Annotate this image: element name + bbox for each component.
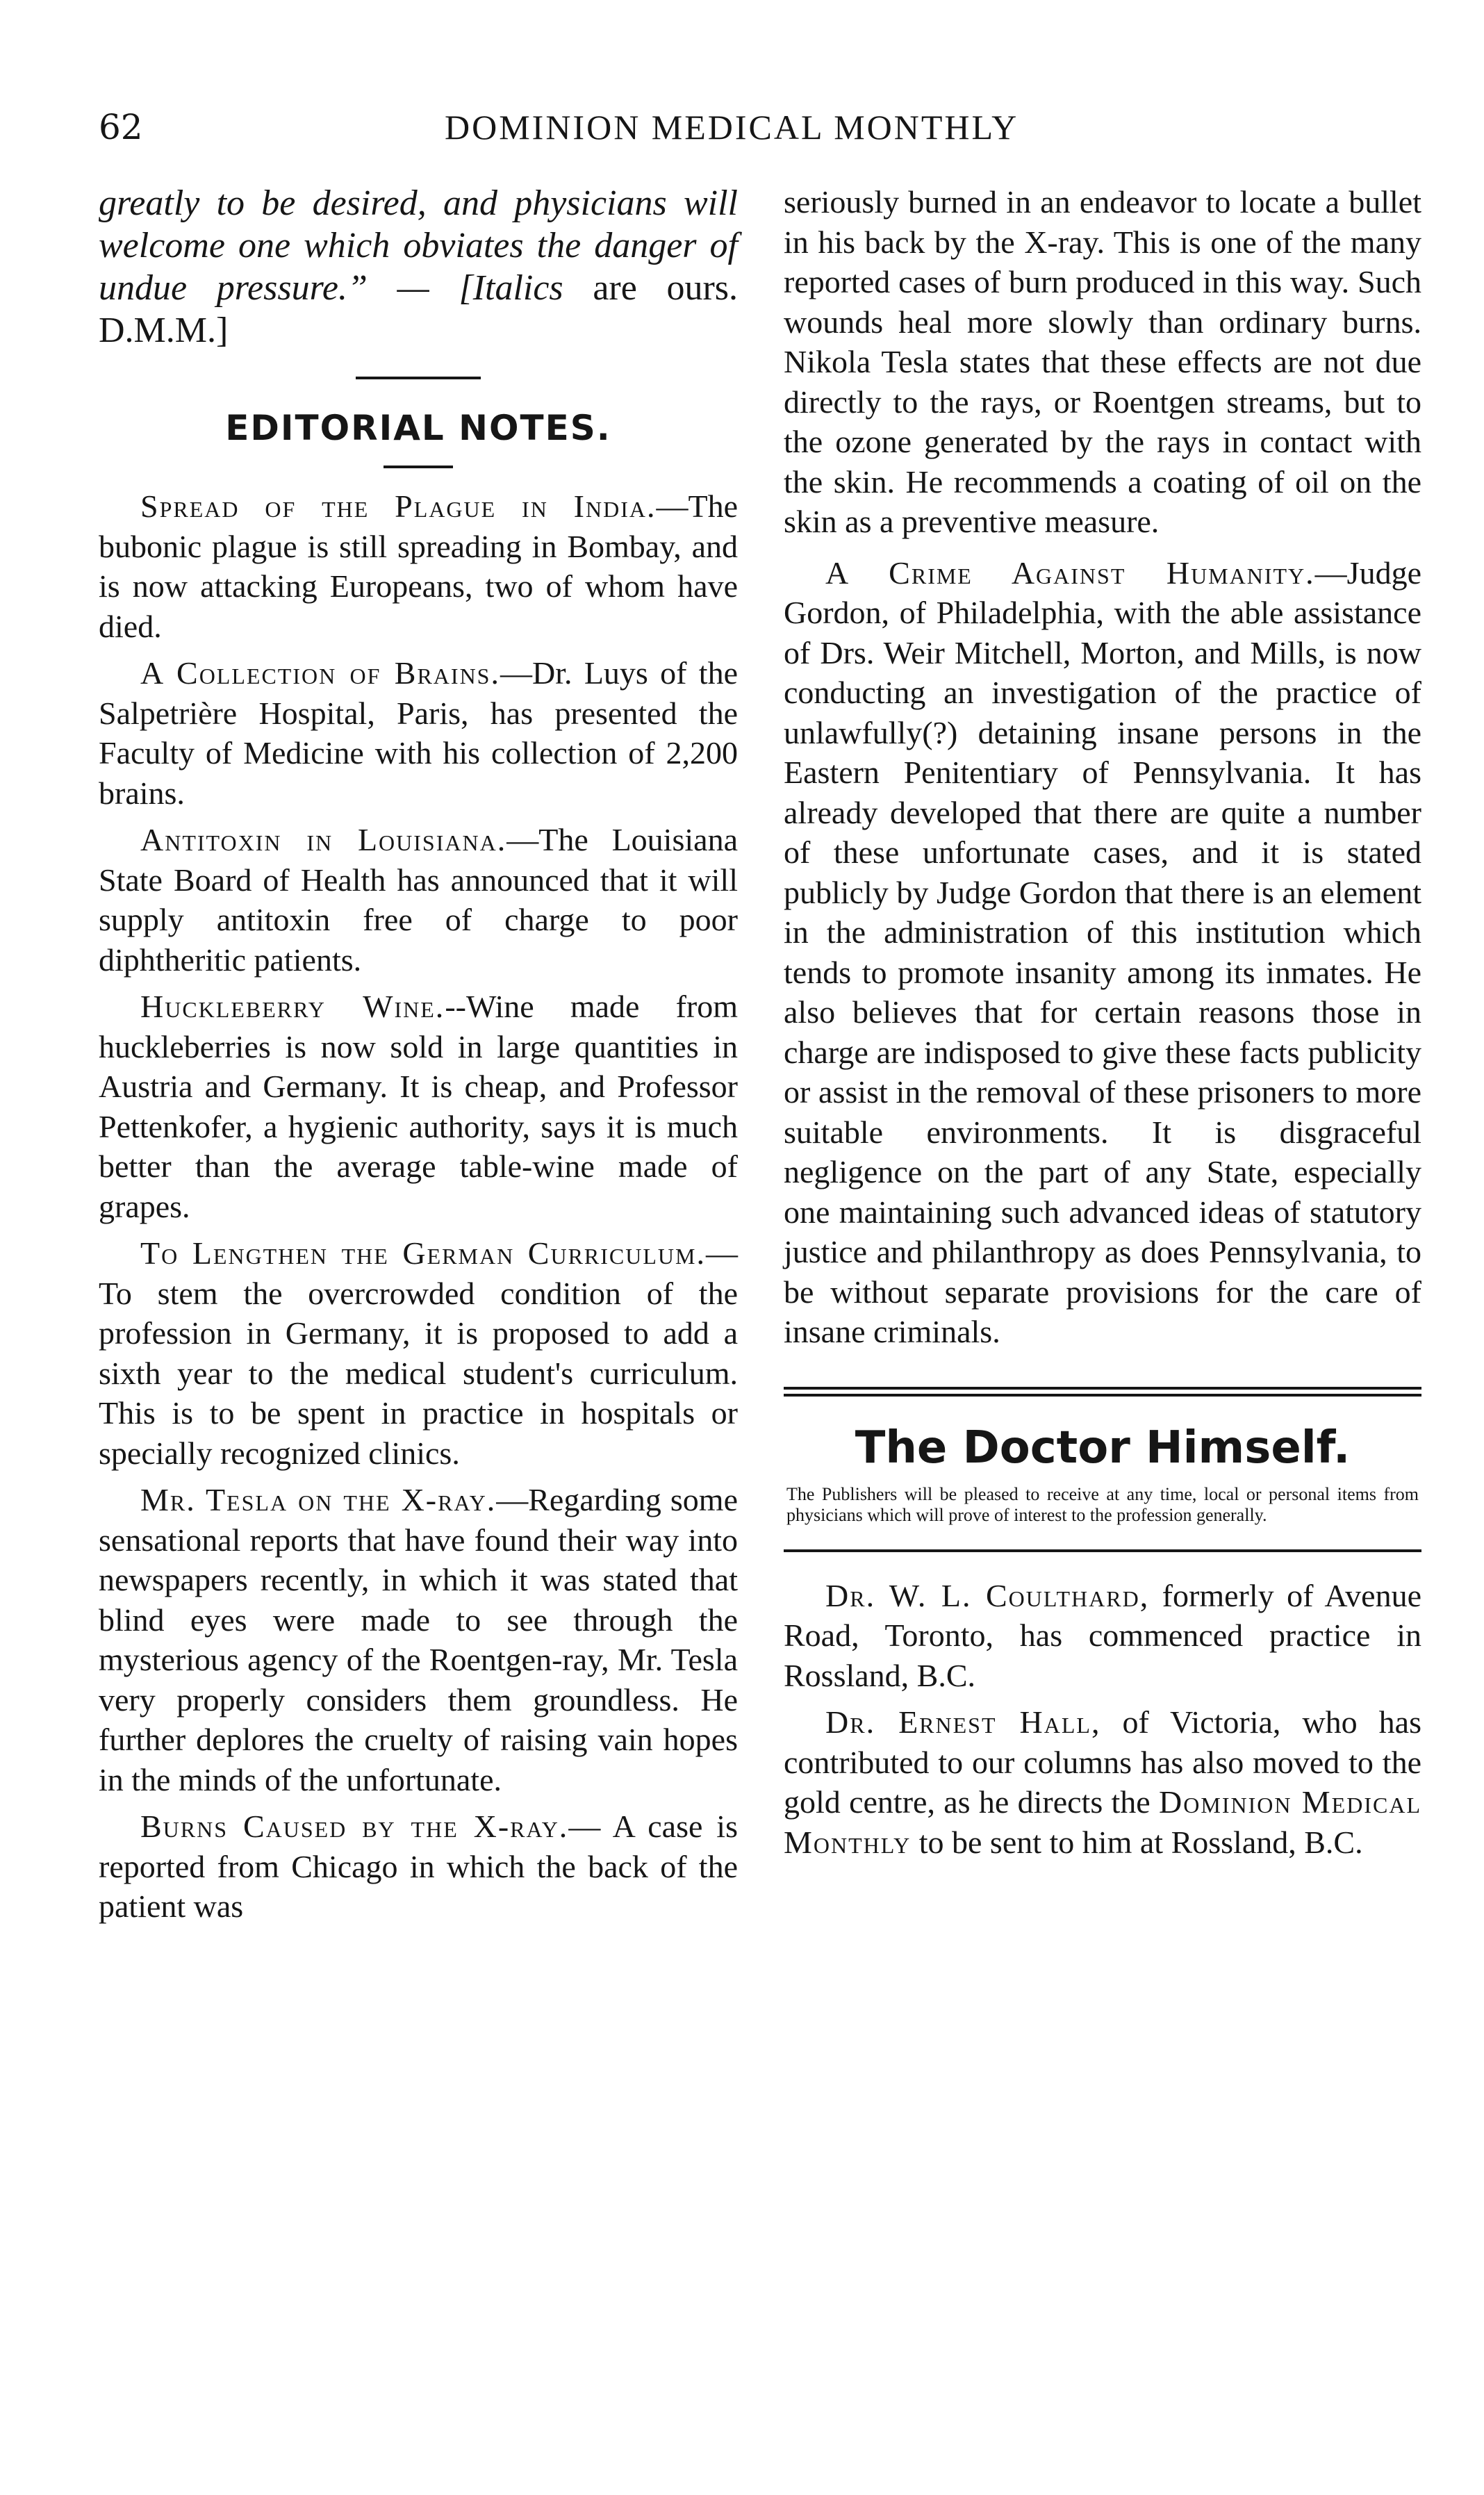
note-text: —Dr. Luys of the Salpetrière Hospital, Paris, has presented the Faculty of Medicine with his collection of 2,200 brains. (99, 655, 738, 811)
note-text: — A case is reported from Chicago in which the back of the patient was (99, 1809, 738, 1924)
doctor-text: of Victoria, who has contributed to our columns has also moved to the gold centre, as he directs the (784, 1704, 1421, 1820)
doctor-name: Dr. W. L. Coulthard, (825, 1577, 1150, 1613)
note-paragraph (99, 1480, 738, 1800)
note-text: —Regarding some sensational reports that have found their way into newspapers recently, in which it was stated that blind eyes were made to see through the mysterious agency of the Roentgen-ray, Mr. Tesla very properly considers them groundless. He further deplores the cruelty of raising vain hopes in the minds of the unfortunate. (99, 1482, 738, 1797)
note-paragraph (99, 987, 738, 1226)
note-paragraph (99, 820, 738, 980)
doctor-text: formerly of Avenue Road, Toronto, has commenced practice in Rossland, B.C. (784, 1577, 1421, 1693)
note-title: Antitoxin in Louisiana. (140, 822, 507, 857)
note-paragraph (99, 653, 738, 813)
doctor-text-tail: to be sent to him at Rossland, B.C. (911, 1824, 1363, 1860)
continuation-paragraph (99, 182, 738, 352)
note-title: To Lengthen the German Curriculum. (140, 1235, 706, 1271)
doctor-name: Dr. Ernest Hall, (825, 1704, 1101, 1740)
note-paragraph (99, 486, 738, 646)
page-number: 62 (99, 107, 143, 147)
note-title: Spread of the Plague in India. (140, 488, 657, 524)
section-title: EDITORIAL NOTES. (225, 408, 611, 448)
section-divider (356, 377, 481, 379)
note-title: Burns Caused by the X-ray. (140, 1809, 569, 1844)
journal-name: Dominion Medical Monthly (784, 1784, 1421, 1860)
note-paragraph (99, 1233, 738, 1473)
note-text: —The bubonic plague is still spreading in Bombay, and is now attacking Europeans, two of whom have died. (99, 488, 738, 644)
note-text: --Wine made from huckleberries is now sold in large quantities in Austria and Germany. It is cheap, and Professor Pettenkofer, a hygienic authority, says it is much better than the average table-wine made of grapes. (99, 989, 738, 1224)
note-title: A Crime Against Humanity. (825, 554, 1315, 591)
note-text: —The Louisiana State Board of Health has announced that it will supply antitoxin free of charge to poor diphtheritic patients. (99, 822, 738, 978)
note-text: —Judge Gordon, of Philadelphia, with the able assistance of Drs. Weir Mitchell, Morton, and Mills, is now conducting an investigation of the practice of unlawfully(?) detaining insane persons in the Eastern Penitentiary of Pennsylvania. It has already developed that there are quite a number of these unfortunate cases, and it is stated publicly by Judge Gordon that there is an element in the administration of this institution which tends to promote insanity among its inmates. He also believes that for certain reasons those in charge are indisposed to give these facts publicity or assist in the removal of these prisoners to more suitable environments. It is disgraceful negligence on the part of any State, especially one maintaining such advanced ideas of statutory justice and philanthropy as does Pennsylvania, to be without separate provisions for the care of insane criminals. (784, 554, 1421, 1349)
publisher-note: The Publishers will be pleased to receive at any time, local or personal items from physicians which will prove of interest to the profession generally. (786, 1483, 1419, 1525)
doctor-item (784, 1702, 1421, 1862)
note-title: Huckleberry Wine. (140, 989, 445, 1024)
double-rule-divider (784, 1387, 1421, 1397)
doctor-section-title: The Doctor Himself. (855, 1422, 1351, 1474)
running-head: DOMINION MEDICAL MONTHLY (445, 108, 1019, 147)
continuation-paragraph: seriously burned in an endeavor to locate a bullet in his back by the X-ray. This is one of the many reported cases of burn produced in this way. Such wounds heal more slowly than ordinary burns. Nikola Tesla states that these effects are not due directly to the rays, or Roentgen streams, but to the ozone generated by the rays in contact with the skin. He recommends a coating of oil on the skin as a preventive measure. (784, 184, 1421, 539)
left-column (99, 182, 738, 1927)
note-title: A Collection of Brains. (140, 655, 500, 691)
continuation-italic: greatly to be desired, and physicians will welcome one which obviates the danger of undue pressure.” — [ (99, 183, 738, 308)
title-divider (384, 466, 453, 468)
note-paragraph (99, 1806, 738, 1927)
doctor-item (784, 1576, 1421, 1696)
note-paragraph (784, 553, 1421, 1352)
section-rule (784, 1549, 1421, 1552)
italics-word: Italics (472, 268, 563, 308)
note-text: — To stem the overcrowded condition of the profession in Germany, it is proposed to add a sixth year to the medical student's curriculum. This is to be spent in practice in hospitals or specially recognized clinics. (99, 1235, 738, 1471)
continuation-tail: are ours. D.M.M.] (99, 268, 739, 350)
right-column (784, 182, 1421, 1862)
note-title: Mr. Tesla on the X-ray. (140, 1482, 497, 1517)
